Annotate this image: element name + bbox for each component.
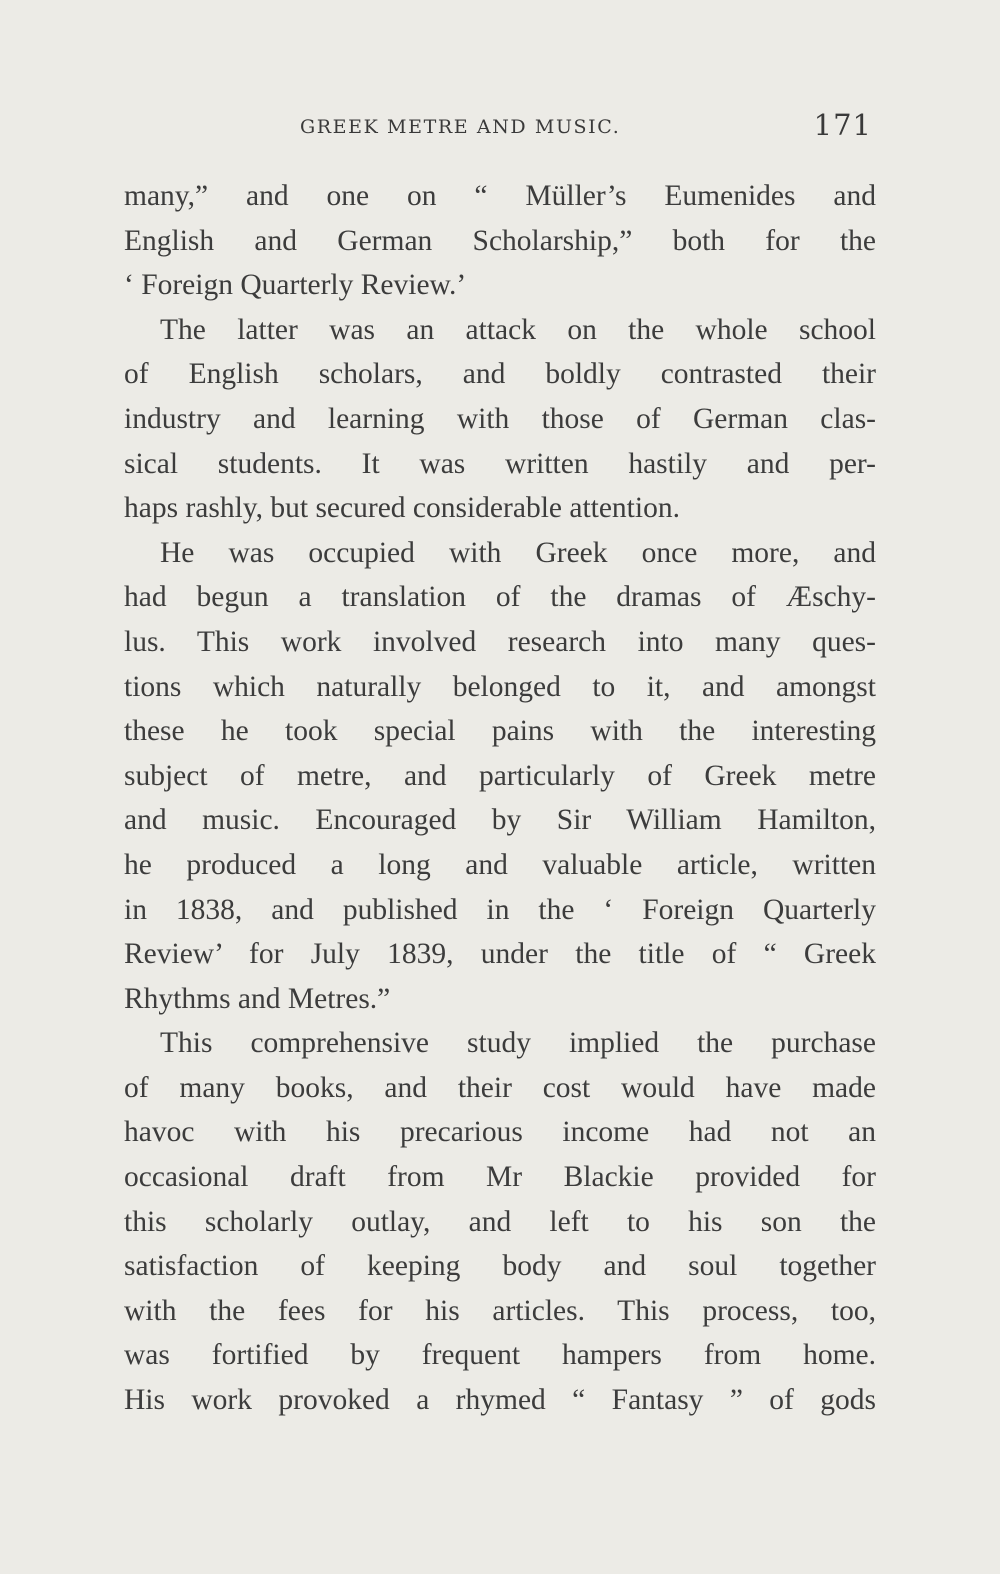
text-line: many,” and one on “ Müller’s Eumenides and (124, 180, 876, 212)
text-line: His work provoked a rhymed “ Fantasy ” of gods (124, 1384, 876, 1417)
text-line: haps rashly, but secured considerable attention. (124, 492, 680, 525)
text-line: and music. Encouraged by Sir William Hamilton, (124, 804, 876, 837)
text-line: sical students. It was written hastily and per- (124, 447, 876, 480)
text-line: industry and learning with those of German clas- (124, 402, 876, 435)
text-line: tions which naturally belonged to it, and amongst (124, 670, 876, 703)
text-line: Rhythms and Metres.” (124, 982, 391, 1015)
text-line: of English scholars, and boldly contrasted their (124, 358, 876, 391)
text-line: was fortified by frequent hampers from home. (124, 1339, 876, 1372)
text-line: of many books, and their cost would have made (124, 1071, 876, 1104)
text-line: ‘ Foreign Quarterly Review.’ (124, 269, 467, 302)
body-text (124, 174, 876, 1423)
text-line: occasional draft from Mr Blackie provided for (124, 1161, 876, 1194)
running-head: GREEK METRE AND MUSIC. (300, 116, 621, 138)
text-line: in 1838, and published in the ‘ Foreign Quarterly (124, 893, 876, 926)
text-line: he produced a long and valuable article, written (124, 848, 876, 881)
text-line: had begun a translation of the dramas of Æschy- (124, 581, 876, 614)
text-line: with the fees for his articles. This process, too, (124, 1294, 876, 1327)
text-line: Review’ for July 1839, under the title of “ Greek (124, 938, 876, 971)
text-line: havoc with his precarious income had not an (124, 1116, 876, 1149)
text-line: He was occupied with Greek once more, and (160, 536, 876, 569)
text-line: subject of metre, and particularly of Greek metre (124, 759, 876, 792)
text-line: this scholarly outlay, and left to his son the (124, 1205, 876, 1238)
text-line: The latter was an attack on the whole school (160, 313, 876, 346)
text-line: satisfaction of keeping body and soul together (124, 1250, 876, 1283)
text-line: This comprehensive study implied the purchase (160, 1027, 876, 1060)
page-number: 171 (813, 108, 872, 142)
page-header (124, 108, 876, 148)
text-line: lus. This work involved research into many ques- (124, 625, 876, 658)
text-line: these he took special pains with the interesting (124, 715, 876, 748)
text-line: English and German Scholarship,” both for the (124, 224, 876, 257)
